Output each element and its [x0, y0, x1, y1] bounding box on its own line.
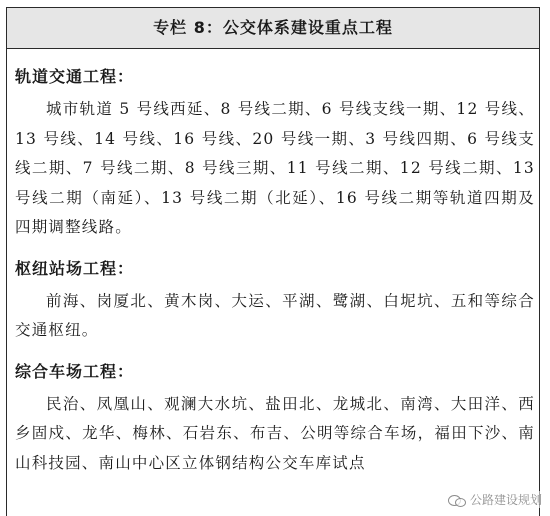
watermark	[448, 491, 542, 508]
box-content	[7, 59, 539, 478]
box-title: 专栏 8：公交体系建设重点工程	[7, 8, 539, 49]
feature-box	[6, 7, 540, 516]
section-heading-rail: 轨道交通工程：	[15, 67, 135, 86]
section-body-depot: 民治、凤凰山、观澜大水坑、盐田北、龙城北、南湾、大田洋、西乡固戍、龙华、梅林、石岩东、布吉、公明等综合车场，福田下沙、南山科技园、南山中心区立体钢结构公交车库试点	[15, 394, 535, 472]
section-body-rail: 城市轨道 5 号线西延、8 号线二期、6 号线支线一期、12 号线、13 号线、14 号线、16 号线、20 号线一期、3 号线四期、6 号线支线二期、7 号线二期、8 号线三期、11 号线二期、12 号线二期、13 号线二期（南延）、13 号线二期（北延）、16 号线二期等轨道四期及四期调整线路。	[15, 100, 535, 236]
watermark-text: 公路建设规划	[469, 493, 542, 507]
section-body-hub: 前海、岗厦北、黄木岗、大运、平湖、鹭湖、白坭坑、五和等综合交通枢纽。	[15, 291, 535, 339]
wechat-icon	[448, 493, 466, 507]
section-heading-hub: 枢纽站场工程：	[15, 258, 135, 278]
section-heading-depot: 综合车场工程：	[15, 361, 135, 381]
